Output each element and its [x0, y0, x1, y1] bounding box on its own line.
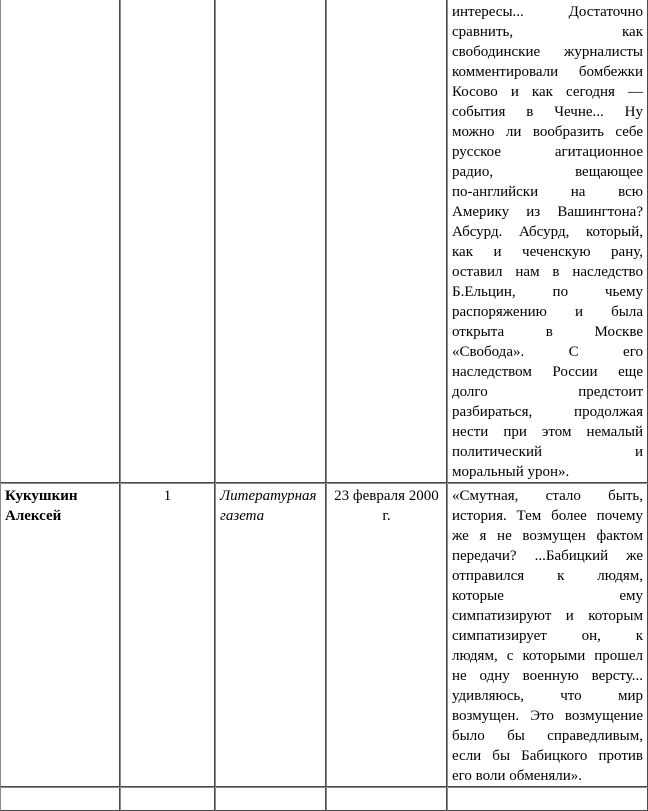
quote-cell — [447, 0, 648, 483]
quote-line: людям, с которыми прошел — [452, 648, 643, 664]
quote-line: история. Тем более почему — [452, 508, 643, 524]
quote-line: интересы... Достаточно — [452, 4, 643, 20]
quote-cell — [447, 787, 648, 811]
quote-line: Косово и как сегодня — — [452, 84, 643, 100]
quote-line: симпатизируют и которым — [452, 608, 643, 624]
quote-line: по-английски на всю — [452, 184, 643, 200]
quote-line: если бы Бабицкого против — [452, 748, 643, 764]
date-cell — [326, 787, 447, 811]
quote-line: передачи? ...Бабицкий же — [452, 548, 643, 564]
quote-line: «Свобода». С его — [452, 344, 643, 360]
quote-cell — [447, 483, 648, 787]
quote-line: наследством России еще — [452, 364, 643, 380]
quote-line: русское агитационное — [452, 144, 643, 160]
publication-cell — [215, 0, 326, 483]
quote-line: его воли обменяли». — [452, 768, 583, 784]
quote-line: Америку из Вашингтона? — [452, 204, 643, 220]
count-cell: 1 — [120, 483, 215, 787]
quote-line: моральный урон». — [452, 464, 570, 480]
quote-line: возмущен. Это возмущение — [452, 708, 643, 724]
author-cell — [0, 787, 120, 811]
publication-cell — [215, 787, 326, 811]
quote-line: же я не возмущен фактом — [452, 528, 643, 544]
quote-line: сравнить, как — [452, 24, 643, 40]
count-cell — [120, 0, 215, 483]
table-row — [0, 483, 648, 787]
quote-line: оставил нам в наследство — [452, 264, 643, 280]
quote-line: нести при этом немалый — [452, 424, 643, 440]
quote-line: как и чеченскую рану, — [452, 244, 643, 260]
quote-line: разбираться, продолжая — [452, 404, 643, 420]
quote-line: Б.Ельцин, по чьему — [452, 284, 643, 300]
quote-line: можно ли вообразить себе — [452, 124, 643, 140]
quote-line: свободинские журналисты — [452, 44, 643, 60]
quote-line: «Смутная, стало быть, — [452, 488, 643, 504]
quote-line: долго предстоит — [452, 384, 643, 400]
quote-line: политический и — [452, 444, 643, 460]
quote-line: симпатизирует он, к — [452, 628, 643, 644]
quote-line: распоряжению и была — [452, 304, 643, 320]
quote-line: было бы справедливым, — [452, 728, 643, 744]
author-cell: Кукушкин Алексей — [0, 483, 120, 787]
quote-line: открыта в Москве — [452, 324, 643, 340]
author-cell — [0, 0, 120, 483]
quote-line: радио, вещающее — [452, 164, 643, 180]
quote-line: не одну военную версту... — [452, 668, 643, 684]
date-cell: 23 февраля 2000 г. — [326, 483, 447, 787]
quote-line: Абсурд. Абсурд, который, — [452, 224, 643, 240]
date-cell — [326, 0, 447, 483]
count-cell — [120, 787, 215, 811]
quote-line: комментировали бомбежки — [452, 64, 643, 80]
quote-line: отправился к людям, — [452, 568, 643, 584]
quote-line: которые ему — [452, 588, 643, 604]
quote-line: события в Чечне... Ну — [452, 104, 643, 120]
quote-line: удивляюсь, что мир — [452, 688, 643, 704]
table-row — [0, 787, 648, 811]
publication-cell: Литературная газета — [215, 483, 326, 787]
